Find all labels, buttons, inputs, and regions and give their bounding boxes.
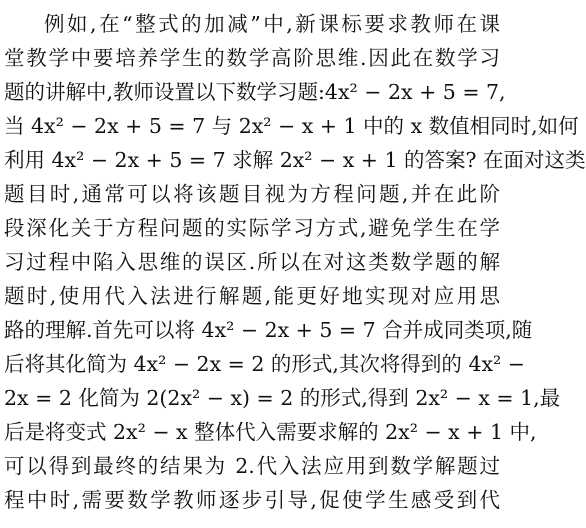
paragraph-line-2: 堂教学中要培养学生的数学高阶思维.因此在数学习 (4, 46, 500, 70)
paragraph-line-10: 路的理解.首先可以将 4x² − 2x + 5 = 7 合并成同类项,随 (4, 318, 533, 342)
paragraph-line-8: 习过程中陷入思维的误区.所以在对这类数学题的解 (4, 250, 500, 274)
paragraph-line-6: 题目时,通常可以将该题目视为方程问题,并在此阶 (4, 182, 500, 206)
paragraph-line-1: 例如,在“整式的加减”中,新课标要求教师在课 (44, 12, 500, 36)
paragraph-line-9: 题时,使用代入法进行解题,能更好地实现对应用思 (4, 284, 500, 308)
paragraph-line-5: 利用 4x² − 2x + 5 = 7 求解 2x² − x + 1 的答案? 在面对这类 (4, 148, 586, 172)
paragraph-line-7: 段深化关于方程问题的实际学习方式,避免学生在学 (4, 216, 500, 240)
paragraph-line-13: 后是将变式 2x² − x 整体代入需要求解的 2x² − x + 1 中, (4, 420, 537, 444)
paragraph-line-11: 后将其化简为 4x² − 2x = 2 的形式,其次将得到的 4x² − (4, 352, 525, 376)
paragraph-line-4: 当 4x² − 2x + 5 = 7 与 2x² − x + 1 中的 x 数值相同时,如何 (4, 114, 579, 138)
paragraph-line-12: 2x = 2 化简为 2(2x² − x) = 2 的形式,得到 2x² − x = 1,最 (4, 386, 561, 410)
paragraph-line-14: 可以得到最终的结果为 2.代入法应用到数学解题过 (4, 454, 500, 478)
paragraph-line-15: 程中时,需要数学教师逐步引导,促使学生感受到代 (4, 488, 500, 512)
paragraph-line-3: 题的讲解中,教师设置以下数学习题:4x² − 2x + 5 = 7, (4, 80, 506, 104)
